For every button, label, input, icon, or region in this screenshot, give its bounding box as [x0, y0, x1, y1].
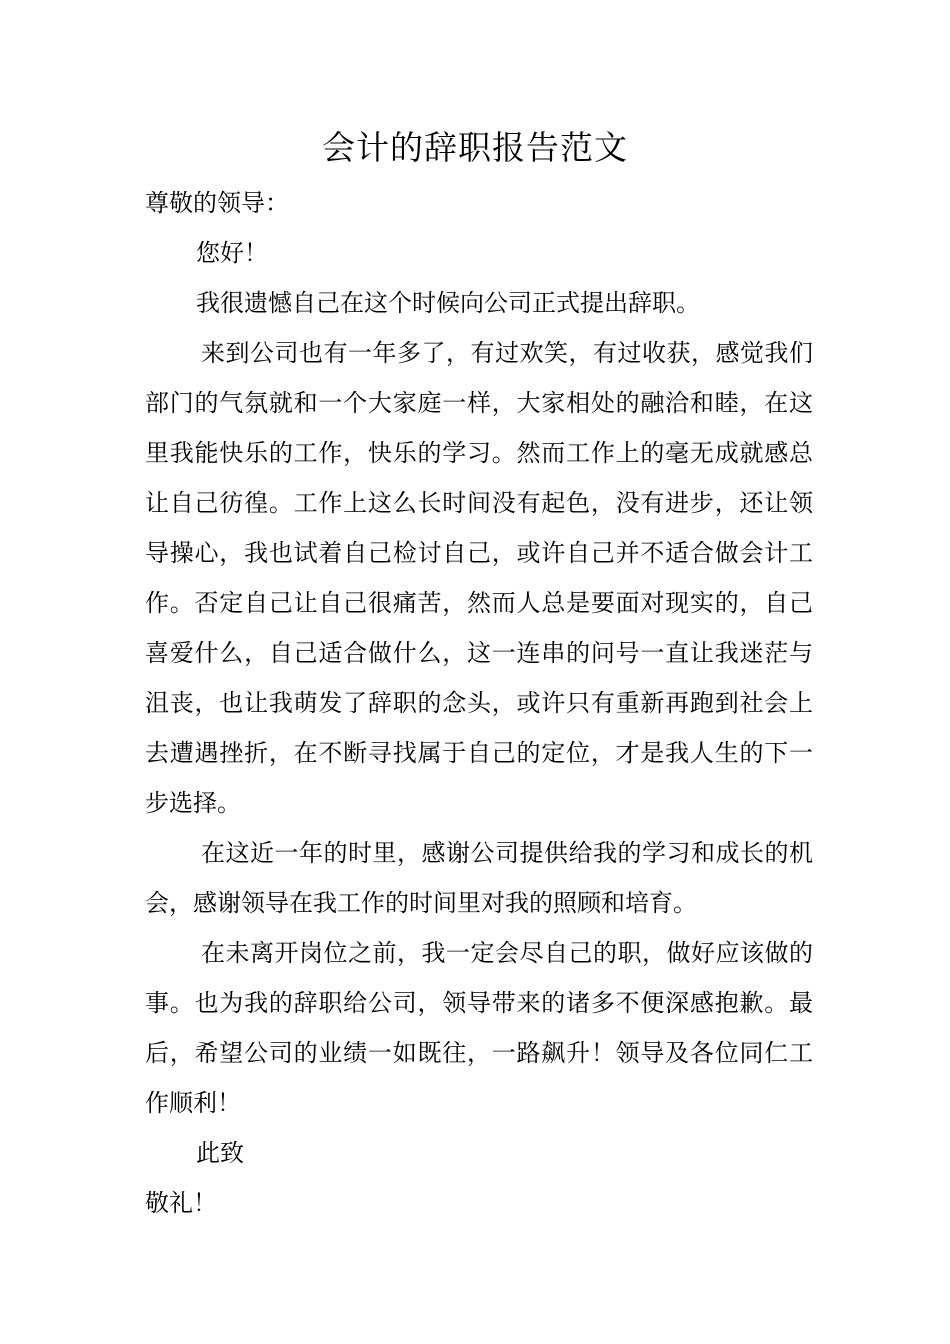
paragraph-reasons: 来到公司也有一年多了，有过欢笑，有过收获，感觉我们部门的气氛就和一个大家庭一样，大家相处的融洽和睦，在这里我能快乐的工作，快乐的学习。然而工作上的毫无成就感总让自己彷徨。工作上这么长时间没有起色，没有进步，还让领导操心，我也试着自己检讨自己，或许自己并不适合做会计工作。否定自己让自己很痛苦，然而人总是要面对现实的，自己喜爱什么，自己适合做什么，这一连串的问号一直让我迷茫与沮丧，也让我萌发了辞职的念头，或许只有重新再跑到社会上去遭遇挫折，在不断寻找属于自己的定位，才是我人生的下一步选择。: [145, 339, 813, 817]
salutation: 尊敬的领导：: [145, 189, 289, 217]
paragraph-commitment: 在未离开岗位之前，我一定会尽自己的职，做好应该做的事。也为我的辞职给公司，领导带来的诸多不便深感抱歉。最后，希望公司的业绩一如既往，一路飙升！领导及各位同仁工作顺利！: [145, 939, 813, 1117]
closing: 此致: [196, 1139, 244, 1167]
paragraph-intro: 我很遗憾自己在这个时候向公司正式提出辞职。: [196, 289, 700, 317]
greeting: 您好！: [196, 239, 268, 267]
paragraph-thanks: 在这近一年的时里，感谢公司提供给我的学习和成长的机会，感谢领导在我工作的时间里对我的照顾和培育。: [145, 839, 813, 917]
document-title: 会计的辞职报告范文: [322, 128, 628, 167]
regards: 敬礼！: [145, 1189, 217, 1217]
document-body: [145, 178, 813, 1228]
